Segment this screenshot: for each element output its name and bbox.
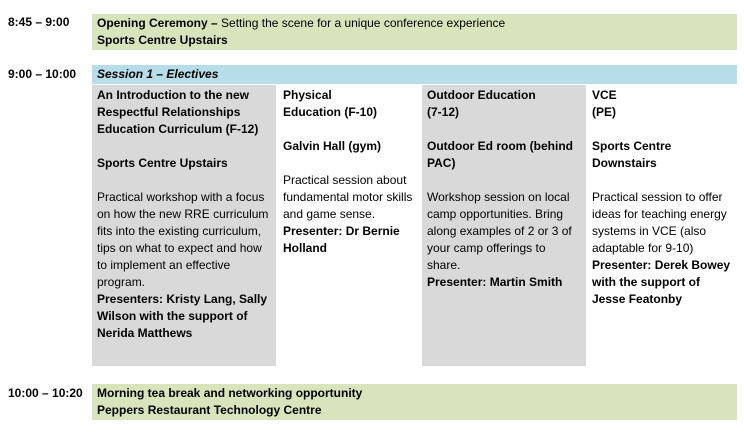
morning-tea-title: Morning tea break and networking opportunity bbox=[97, 386, 363, 400]
elective-venue: Sports Centre Downstairs bbox=[592, 139, 672, 170]
opening-subtitle: Setting the scene for a unique conference experience bbox=[217, 16, 506, 30]
elective-title: An Introduction to the new Respectful Relationships Education Curriculum (F-12) bbox=[97, 88, 259, 136]
elective-description: Practical workshop with a focus on how the new RRE curriculum fits into the existing curriculum, tips on what to expect and how to implement an effective program. bbox=[97, 190, 269, 289]
opening-title: Opening Ceremony – bbox=[97, 16, 218, 30]
elective-column-rre bbox=[92, 85, 276, 366]
elective-presenters: Presenters: Kristy Lang, Sally Wilson with the support of Nerida Matthews bbox=[97, 292, 268, 340]
morning-tea-venue: Peppers Restaurant Technology Centre bbox=[97, 403, 322, 417]
opening-time: 8:45 – 9:00 bbox=[8, 15, 70, 29]
elective-presenters: Presenter: Dr Bernie Holland bbox=[283, 224, 400, 255]
elective-title: Outdoor Education (7-12) bbox=[427, 88, 536, 119]
elective-column-pe bbox=[278, 85, 421, 366]
elective-description: Practical session about fundamental motor skills and game sense. bbox=[283, 173, 413, 221]
elective-description: Practical session to offer ideas for teaching energy systems in VCE (also adaptable for 9-10) bbox=[592, 190, 727, 255]
opening-ceremony-block bbox=[92, 14, 737, 50]
elective-title: Physical Education (F-10) bbox=[283, 88, 378, 119]
elective-presenters: Presenter: Martin Smith bbox=[427, 275, 563, 289]
session1-header bbox=[92, 65, 737, 84]
session1-label: Session 1 – Electives bbox=[97, 67, 219, 81]
elective-venue: Sports Centre Upstairs bbox=[97, 156, 228, 170]
elective-column-vce bbox=[587, 85, 737, 366]
elective-column-outdoor bbox=[422, 85, 586, 366]
elective-description: Workshop session on local camp opportunities. Bring along examples of 2 or 3 of your camp offerings to share. bbox=[427, 190, 572, 272]
morning-tea-block bbox=[92, 384, 737, 420]
elective-presenters: Presenter: Derek Bowey with the support of Jesse Featonby bbox=[592, 258, 731, 306]
elective-title: VCE (PE) bbox=[592, 88, 617, 119]
opening-title-line bbox=[97, 15, 737, 32]
opening-venue: Sports Centre Upstairs bbox=[97, 33, 228, 47]
elective-venue: Outdoor Ed room (behind PAC) bbox=[427, 139, 573, 170]
morning-tea-time: 10:00 – 10:20 bbox=[8, 386, 83, 400]
session1-time: 9:00 – 10:00 bbox=[8, 67, 77, 81]
elective-venue: Galvin Hall (gym) bbox=[283, 139, 382, 153]
